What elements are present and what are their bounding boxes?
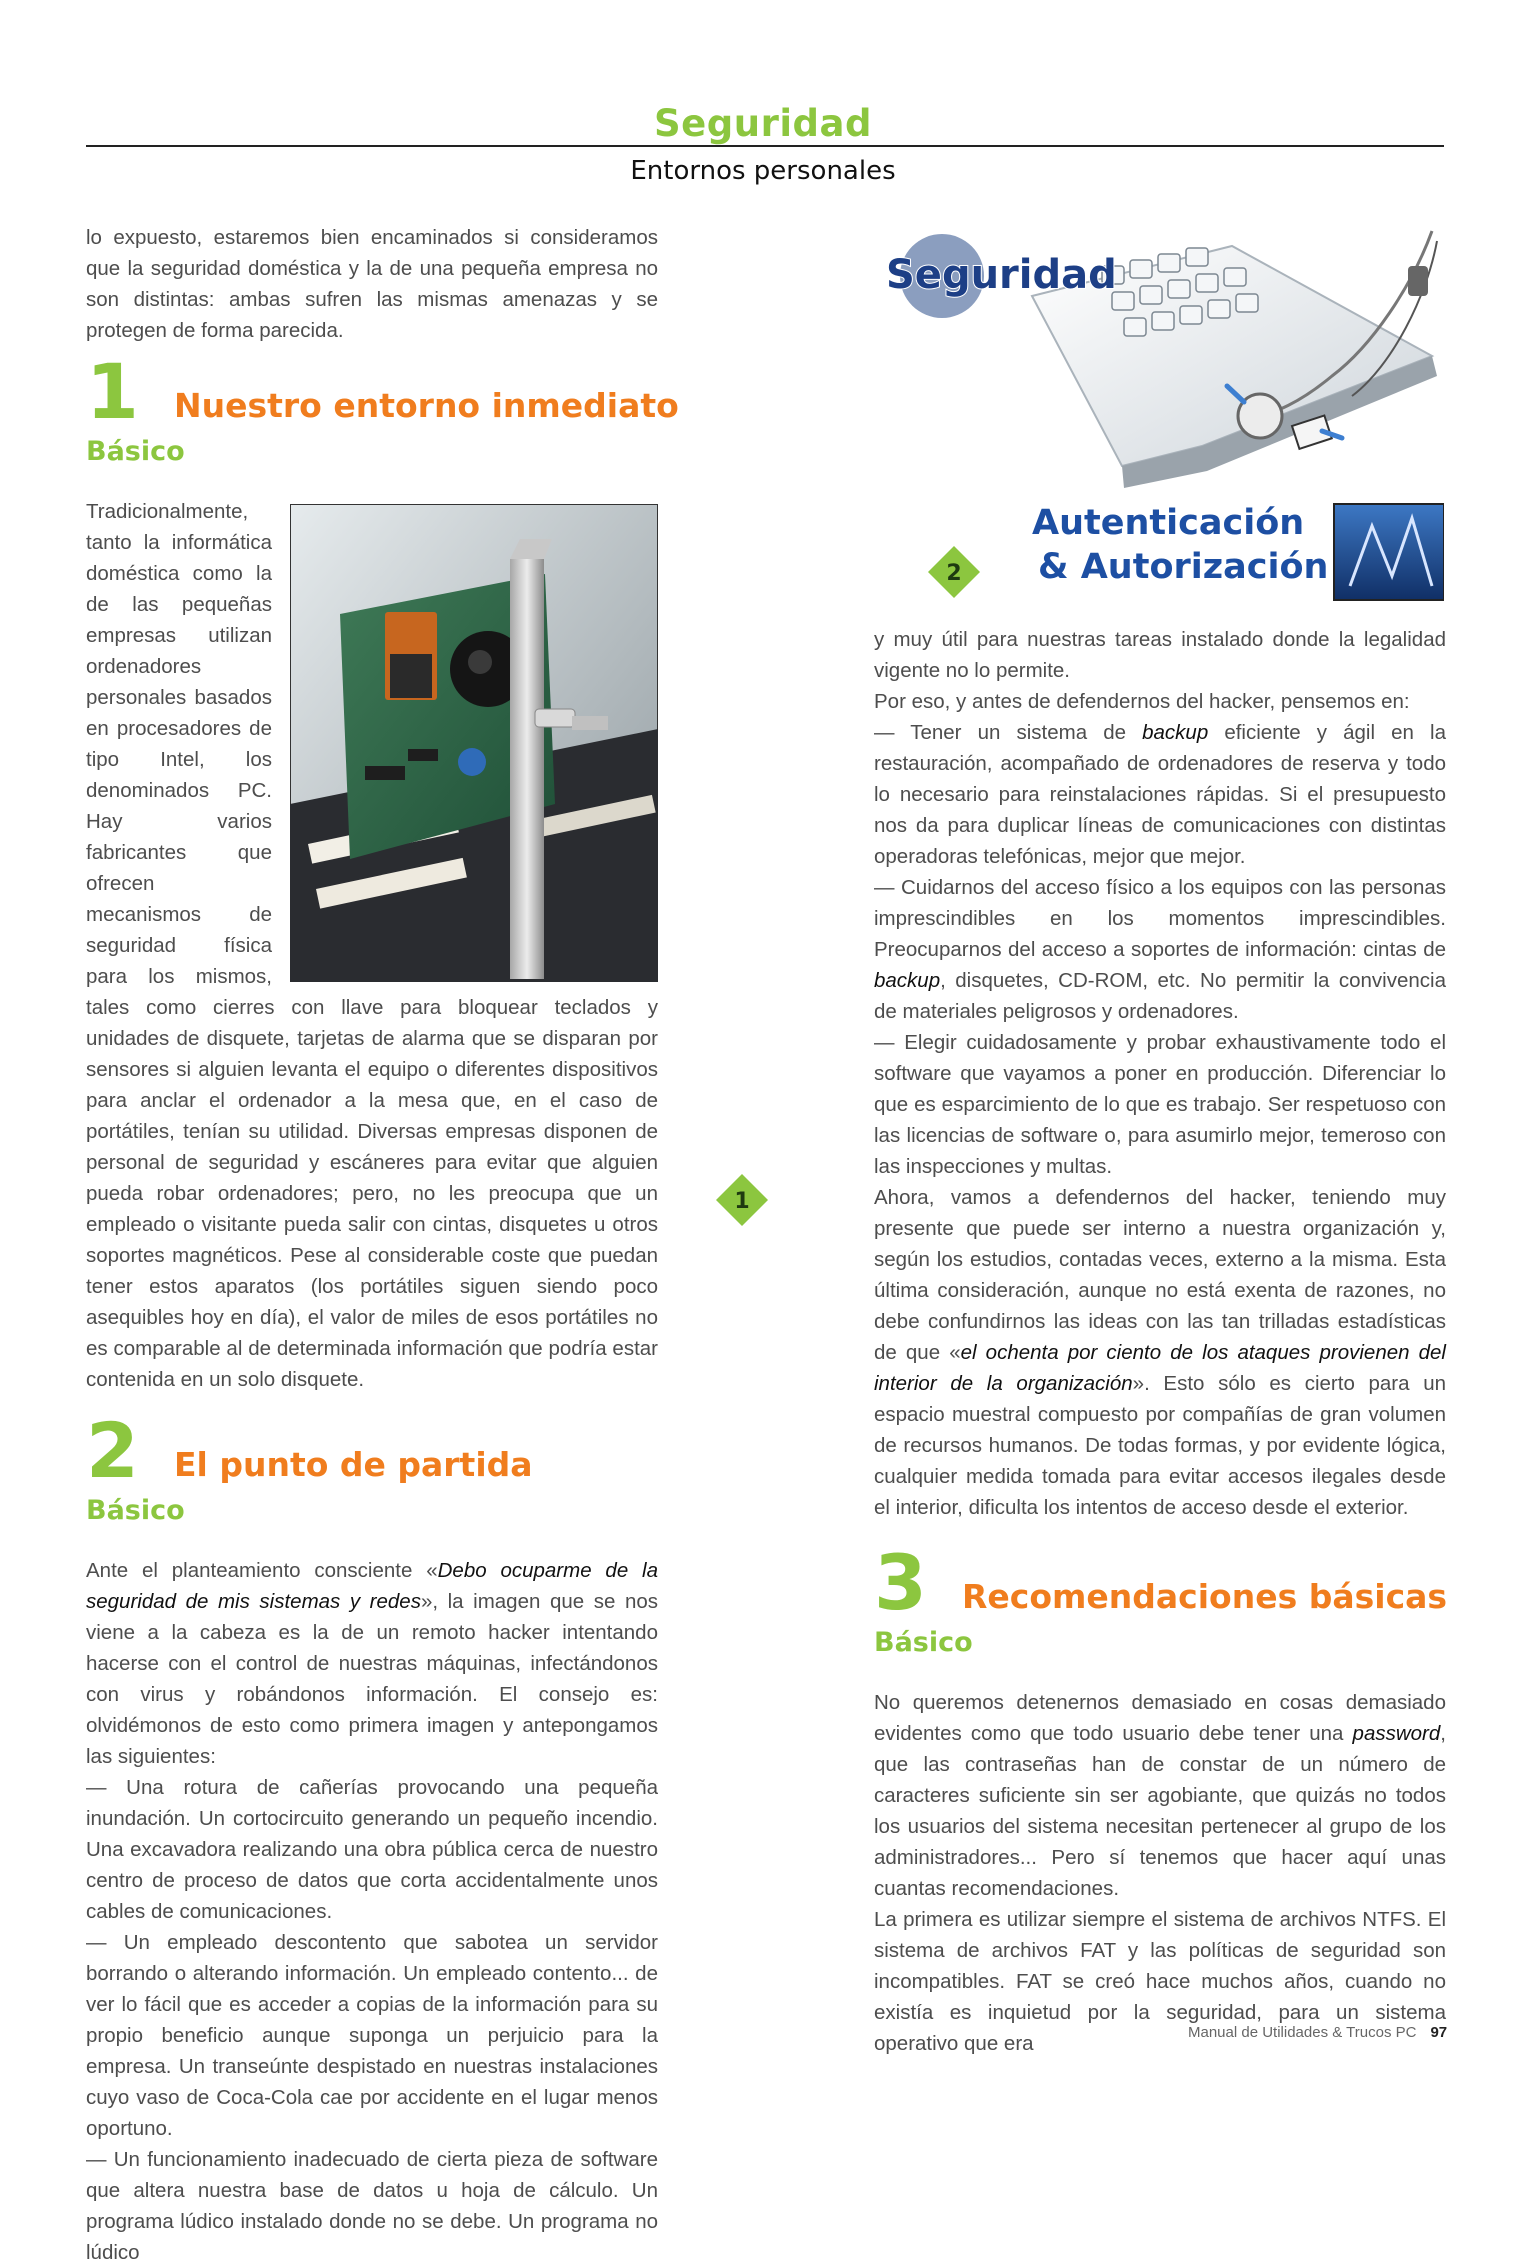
section-1-level: Básico [86, 436, 185, 467]
section-3-heading [874, 1537, 1446, 1687]
section-2-heading [86, 1405, 658, 1555]
section-1-paragraph: Tradicionalmente, tanto la informática doméstica como la de las pequeñas empresas utilizan ordenadores personales basados en procesadores de tipo Intel, los denominados PC. Hay varios fabricantes que ofrecen mecanismos de seguridad física para los mismos, tales como cierres con llave para bloquear teclados y unidades de disquete, tarjetas de alarma que se disparan por sensores si alguien levanta el equipo o diferentes dispositivos para anclar el ordenador a la mesa que, en el caso de portátiles, tenían su utilidad. Diversas empresas disponen de personal de seguridad y escáneres para evitar que alguien pueda robar ordenadores; pero, no les preocupa que un empleado o visitante pueda salir con cintas, disquetes u otros soportes magnéticos. Pese al considerable coste que puedan tener estos aparatos (los portátiles siguen siendo poco asequibles hoy en día), el valor de miles de esos portátiles no es comparable al de determinada información que podría estar contenida en un solo disquete. [86, 500, 658, 1391]
section-2-title: El punto de partida [174, 1445, 533, 1484]
figure-1-badge [714, 1172, 770, 1228]
section-1-heading [86, 346, 679, 496]
password-emphasis: password [1352, 1722, 1441, 1745]
right-column [874, 624, 1446, 2059]
left-column [86, 222, 679, 2268]
section-3-paragraph-2: La primera es utilizar siempre el sistema de archivos NTFS. El sistema de archivos FAT y las políticas de seguridad son incompatibles. FAT se creó hace muchos años, cuando no existía es inquietud por la seguridad, para un sistema operativo que era [874, 1908, 1446, 2055]
backup-emphasis: backup [1142, 721, 1209, 744]
section-3-paragraph-1: No queremos detenernos demasiado en cosas demasiado evidentes como que todo usuario debe tener una password, que las contraseñas han de constar de un número de caracteres suficiente sin ser agobiante, que quizás no todos los usuarios del sistema necesitan pertenecer al grupo de los administradores... Pero sí tenemos que hacer aquí unas cuantas recomendaciones. [874, 1691, 1446, 1900]
header-subtitle: Entornos personales [630, 156, 896, 186]
network-card-photo [290, 504, 658, 982]
figure-word-autorizacion: & Autorización [1038, 547, 1329, 587]
section-3-level: Básico [874, 1627, 973, 1658]
right-paragraph-3: — Tener un sistema de backup eficiente y ágil en la restauración, acompañado de ordenadores de reserva y todo lo necesario para reinstalaciones rápidas. Si el presupuesto nos da para duplicar líneas de comunicaciones con distintas operadoras telefónicas, mejor que mejor. [874, 721, 1446, 868]
right-paragraph-1: y muy útil para nuestras tareas instalado donde la legalidad vigente no lo permite. [874, 628, 1446, 682]
quoted-emphasis: Debo ocuparme de la seguridad de mis sistemas y redes [86, 1559, 658, 1613]
intro-paragraph: lo expuesto, estaremos bien encaminados si consideramos que la seguridad doméstica y la de una pequeña empresa no son distintas: ambas sufren las mismas amenazas y se protegen de forma parecida. [86, 226, 658, 342]
footer-publication: Manual de Utilidades & Trucos PC [1188, 2024, 1417, 2041]
section-2-paragraph-1: Ante el planteamiento consciente «Debo ocuparme de la seguridad de mis sistemas y redes», la imagen que se nos viene a la cabeza es la de un remoto hacker intentando hacerse con el control de nuestras máquinas, infectándonos con virus y robándonos información. El consejo es: olvidémonos de esto como primera imagen y antepongamos las siguientes: [86, 1559, 658, 1768]
figure-1-badge-label: 1 [734, 1189, 750, 1214]
section-3-title: Recomendaciones básicas [962, 1577, 1448, 1616]
figure-word-autenticacion: Autenticación [1032, 503, 1305, 543]
section-1-title: Nuestro entorno inmediato [174, 386, 679, 425]
page-footer [1188, 2024, 1447, 2041]
right-paragraph-6: Ahora, vamos a defendernos del hacker, teniendo muy presente que puede ser interno a nuestra organización y, según los estudios, contadas veces, externo a la misma. Esta última consideración, aunque no está exenta de razones, no debe confundirnos las ideas con las tan trilladas estadísticas de que «el ochenta por ciento de los ataques provienen del interior de la organización». Esto sólo es cierto para un espacio muestral compuesto por compañías de gran volumen de recursos humanos. De todas formas, y por evidente lógica, cualquier medida tomada para evitar accesos ilegales desde el interior, dificulta los intentos de acceso desde el exterior. [874, 1186, 1447, 1519]
figure-2-badge-label: 2 [946, 561, 962, 586]
statistic-emphasis: el ochenta por ciento de los ataques provienen del interior de la organización [874, 1341, 1446, 1395]
header-title: Seguridad [654, 102, 872, 145]
section-2-paragraph-2: — Una rotura de cañerías provocando una pequeña inundación. Un cortocircuito generando un pequeño incendio. Una excavadora realizando una obra pública cerca de nuestro centro de proceso de datos que corta accidentalmente unos cables de comunicaciones. [86, 1776, 658, 1923]
right-paragraph-5: — Elegir cuidadosamente y probar exhaustivamente todo el software que vayamos a poner en producción. Diferenciar lo que es esparcimiento de lo que es trabajo. Ser respetuoso con las licencias de software o, para asumirlo mejor, temeroso con las inspecciones y multas. [874, 1031, 1446, 1178]
section-3-number: 3 [874, 1538, 927, 1627]
section-2-level: Básico [86, 1495, 185, 1526]
section-2-number: 2 [86, 1406, 139, 1495]
right-paragraph-4: — Cuidarnos del acceso físico a los equipos con las personas imprescindibles en los momentos imprescindibles. Preocuparnos del acceso a soportes de información: cintas de backup, disquetes, CD-ROM, etc. No permitir la convivencia de materiales peligrosos y ordenadores. [874, 876, 1446, 1023]
figure-word-seguridad: Seguridad [886, 252, 1117, 298]
right-paragraph-2: Por eso, y antes de defendernos del hacker, pensemos en: [874, 690, 1410, 713]
section-2-paragraph-4: — Un funcionamiento inadecuado de cierta pieza de software que altera nuestra base de datos u hoja de cálculo. Un programa lúdico instalado donde no se debe. Un programa no lúdico [86, 2148, 658, 2264]
section-1-number: 1 [86, 347, 139, 436]
header-rule [86, 145, 1444, 147]
section-2-paragraph-3: — Un empleado descontento que sabotea un servidor borrando o alterando información. Un empleado contento... de ver lo fácil que es acceder a copias de la información para su propio beneficio aunque suponga un perjuicio para la empresa. Un transeúnte despistado en nuestras instalaciones cuyo vaso de Coca-Cola cae por accidente en el lugar menos oportuno. [86, 1931, 658, 2140]
backup-emphasis-2: backup [874, 969, 941, 992]
page-number: 97 [1430, 2024, 1448, 2041]
security-illustration [872, 226, 1444, 606]
